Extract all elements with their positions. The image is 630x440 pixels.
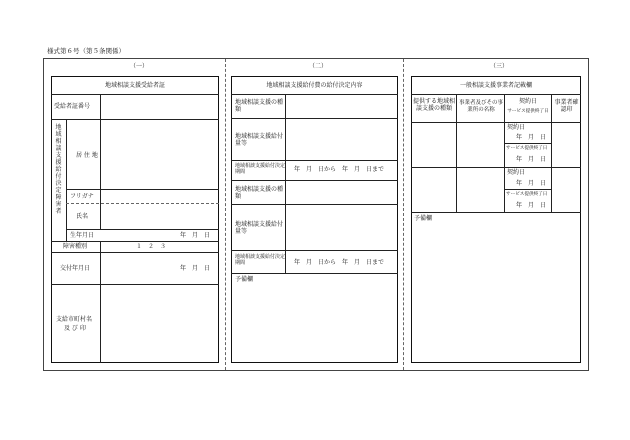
fold-line-1: [225, 59, 226, 370]
row1-contract-date: 年 月 日: [516, 134, 547, 141]
col-end-date-header: サービス提供終了日: [507, 109, 549, 114]
name-label: 氏名: [76, 213, 89, 220]
decision-period-fill-1: 年 月 日から 年 月 日まで: [294, 166, 385, 173]
row1-end-label: サービス提供終了日: [506, 146, 548, 151]
form-label: 様式第６号（第５条関係）: [47, 47, 125, 55]
recipient-group-label: 地域相談支援給付決定障害者: [55, 124, 62, 215]
provider-entry-title: 一般相談支援事業者記載欄: [459, 82, 532, 89]
row1-contract-label: 契約日: [507, 124, 526, 131]
benefit-decision-title: 地域相談支援給付費の給付決定内容: [266, 82, 363, 89]
provider-entry-panel: [411, 76, 581, 363]
benefit-decision-panel: [231, 76, 398, 363]
col-contract-date-header: 契約日: [518, 98, 537, 105]
decision-period-label-1: 地域相談支援給付決定期間: [235, 163, 286, 175]
birth-date-label: 生年月日: [70, 232, 95, 239]
residence-label: 居 住 地: [76, 152, 98, 159]
municipality-label-2: 及 び 印: [64, 325, 86, 332]
disability-type-label: 障害種別: [63, 243, 88, 250]
benefit-amount-label-2: 地域相談支援給付量等: [235, 221, 284, 235]
row2-contract-date: 年 月 日: [516, 180, 547, 187]
issue-date-label: 交付年月日: [60, 265, 91, 272]
service-type-label-1: 地域相談支援の種類: [235, 99, 284, 113]
birth-date-fill: 年 月 日: [180, 232, 211, 239]
section-label-1: （一）: [130, 63, 149, 70]
fold-line-2: [403, 59, 404, 370]
section-label-3: （三）: [490, 63, 509, 70]
notes-label-2: 予備欄: [235, 276, 254, 283]
recipient-number-label: 受給者証番号: [54, 103, 91, 110]
decision-period-fill-2: 年 月 日から 年 月 日まで: [294, 259, 385, 266]
service-type-label-2: 地域相談支援の種類: [235, 186, 284, 200]
issue-date-fill: 年 月 日: [180, 265, 211, 272]
municipality-label-1: 支給市町村名: [56, 316, 93, 323]
certificate-title: 地域相談支援受給者証: [104, 82, 165, 89]
col-confirm-seal-header: 事業者確認印: [554, 99, 579, 113]
disability-options: １ ２ ３: [136, 243, 167, 250]
row2-end-date: 年 月 日: [516, 202, 547, 209]
col-service-type-header: 提供する地域相談支援の種類: [412, 98, 455, 112]
furigana-label: フリガナ: [70, 193, 94, 200]
benefit-amount-label-1: 地域相談支援給付量等: [235, 133, 284, 147]
col-provider-name-header: 事業者及びその事業所の名称: [458, 100, 503, 113]
row1-end-date: 年 月 日: [516, 156, 547, 163]
row2-end-label: サービス提供終了日: [506, 192, 548, 197]
decision-period-label-2: 地域相談支援給付決定期間: [235, 254, 286, 266]
notes-label-3: 予備欄: [414, 215, 433, 222]
section-label-2: （二）: [309, 63, 328, 70]
row2-contract-label: 契約日: [507, 169, 526, 176]
